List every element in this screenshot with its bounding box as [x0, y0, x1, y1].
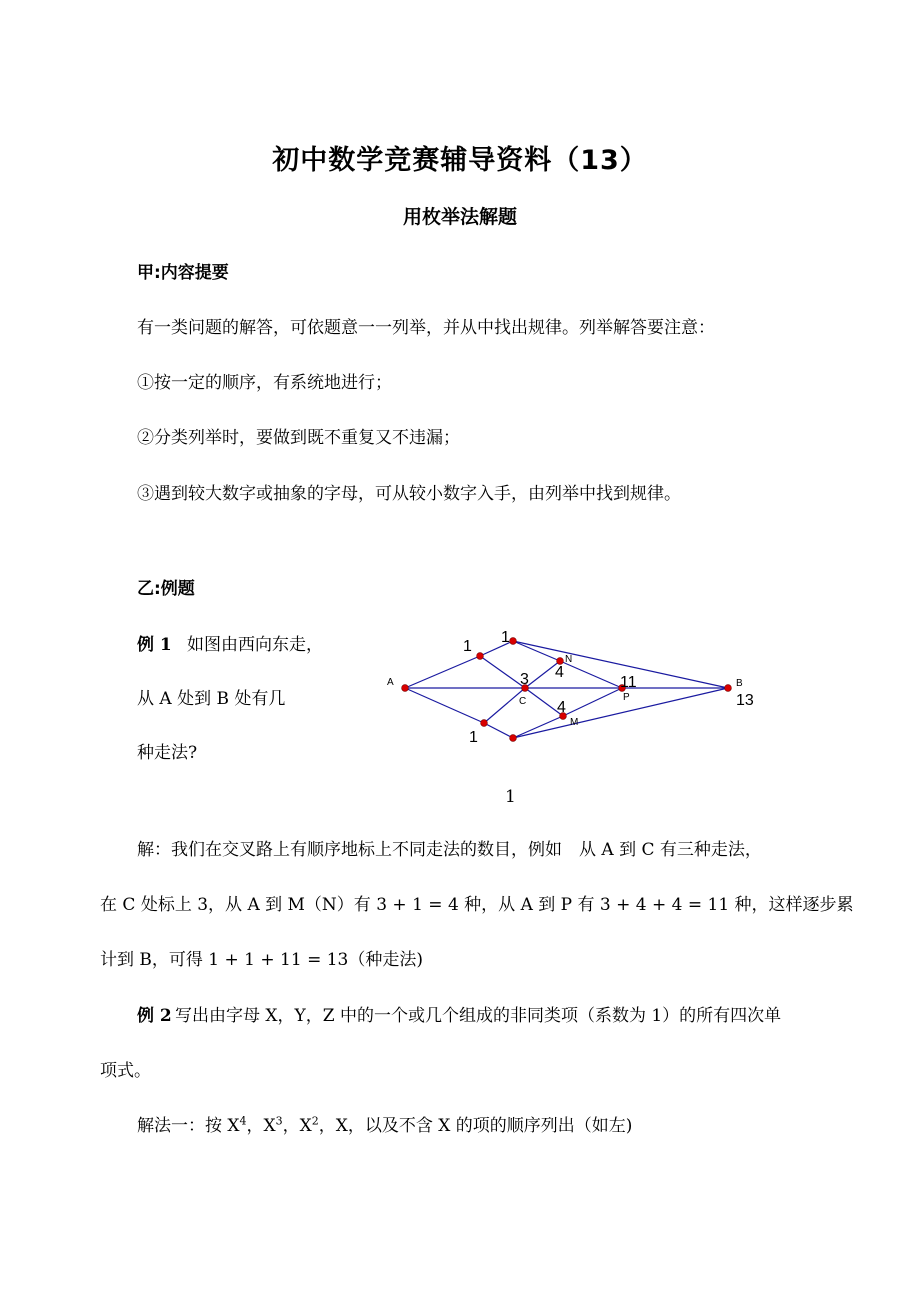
count-p: 11	[620, 674, 637, 691]
count-b: 13	[736, 692, 754, 709]
example-2-line-2: 项式。	[100, 1061, 151, 1081]
solution-2-prefix: 解法一：按 X	[137, 1116, 240, 1136]
route-diagram	[370, 620, 770, 755]
page-subtitle: 用枚举法解题	[402, 206, 517, 228]
page-title: 初中数学竞赛辅导资料（13）	[272, 145, 648, 176]
point-2: ②分类列举时，要做到既不重复又不违漏；	[137, 428, 460, 448]
count-m: 4	[557, 699, 566, 716]
edge-m-p	[563, 688, 622, 716]
edge-a-l1	[405, 688, 484, 723]
node-b	[725, 685, 732, 692]
edge-u1-c	[480, 656, 525, 688]
section-a-heading: 甲:内容提要	[137, 263, 229, 283]
term-x3-base: X	[263, 1116, 276, 1136]
edge-a-u1	[405, 656, 480, 688]
solution-1-line-1: 解：我们在交叉路上有顺序地标上不同走法的数目，例如 从 A 到 C 有三种走法，	[137, 840, 762, 860]
exponent-2: 2	[311, 1114, 319, 1128]
term-x2-base: X	[299, 1116, 312, 1136]
example-1-line-1: 如图由西向东走，	[187, 635, 323, 655]
label-b: B	[736, 678, 743, 689]
solution-2-line: 解法一：按 $X^4$，$X^3$，$X^2$，X，以及不含 X 的项的顺序列出（如左)	[137, 1114, 633, 1136]
edge-l1-l2	[484, 723, 513, 738]
section-b-heading: 乙:例题	[137, 579, 195, 599]
edge-u2-n	[513, 641, 560, 661]
label-n: N	[565, 654, 573, 665]
label-p: P	[623, 692, 630, 703]
intro-text: 有一类问题的解答，可依题意一一列举，并从中找出规律。列举解答要注意：	[137, 318, 715, 338]
label-c: C	[519, 696, 527, 707]
exponent-3: 3	[275, 1114, 283, 1128]
edge-n-p	[560, 661, 622, 688]
count-l1: 1	[469, 729, 478, 746]
example-1-label: 例 1	[137, 635, 172, 655]
figure-caption: 1	[505, 787, 516, 807]
example-2-line-1: 写出由字母 X，Y，Z 中的一个或几个组成的非同类项（系数为 1）的所有四次单	[175, 1006, 782, 1026]
exponent-4: 4	[239, 1114, 247, 1128]
label-m: M	[570, 717, 579, 728]
node-l2	[510, 735, 517, 742]
count-n: 4	[555, 664, 564, 681]
solution-1-line-2: 在 C 处标上 3，从 A 到 M（N）有 3 + 1 = 4 种，从 A 到 P 有 3 + 4 + 4 = 11 种，这样逐步累	[100, 895, 854, 915]
count-u2: 1	[501, 629, 510, 646]
example-1-line-3: 种走法?	[137, 743, 198, 763]
example-2-label: 例 2	[137, 1006, 172, 1026]
label-a: A	[387, 677, 394, 688]
node-u2	[510, 638, 517, 645]
node-l1	[481, 720, 488, 727]
point-1: ①按一定的顺序，有系统地进行；	[137, 373, 392, 393]
point-3: ③遇到较大数字或抽象的字母，可从较小数字入手，由列举中找到规律。	[137, 484, 681, 504]
node-a	[402, 685, 409, 692]
solution-2-suffix: ，X，以及不含 X 的项的顺序列出（如左)	[318, 1116, 633, 1136]
node-u1	[477, 653, 484, 660]
solution-1-line-3: 计到 B，可得 1 + 1 + 11 = 13（种走法)	[100, 950, 423, 970]
count-u1: 1	[463, 638, 472, 655]
example-1-line-2: 从 A 处到 B 处有几	[137, 689, 286, 709]
count-c: 3	[520, 671, 529, 688]
edge-l2-m	[513, 716, 563, 738]
edge-l2-b	[513, 688, 728, 738]
